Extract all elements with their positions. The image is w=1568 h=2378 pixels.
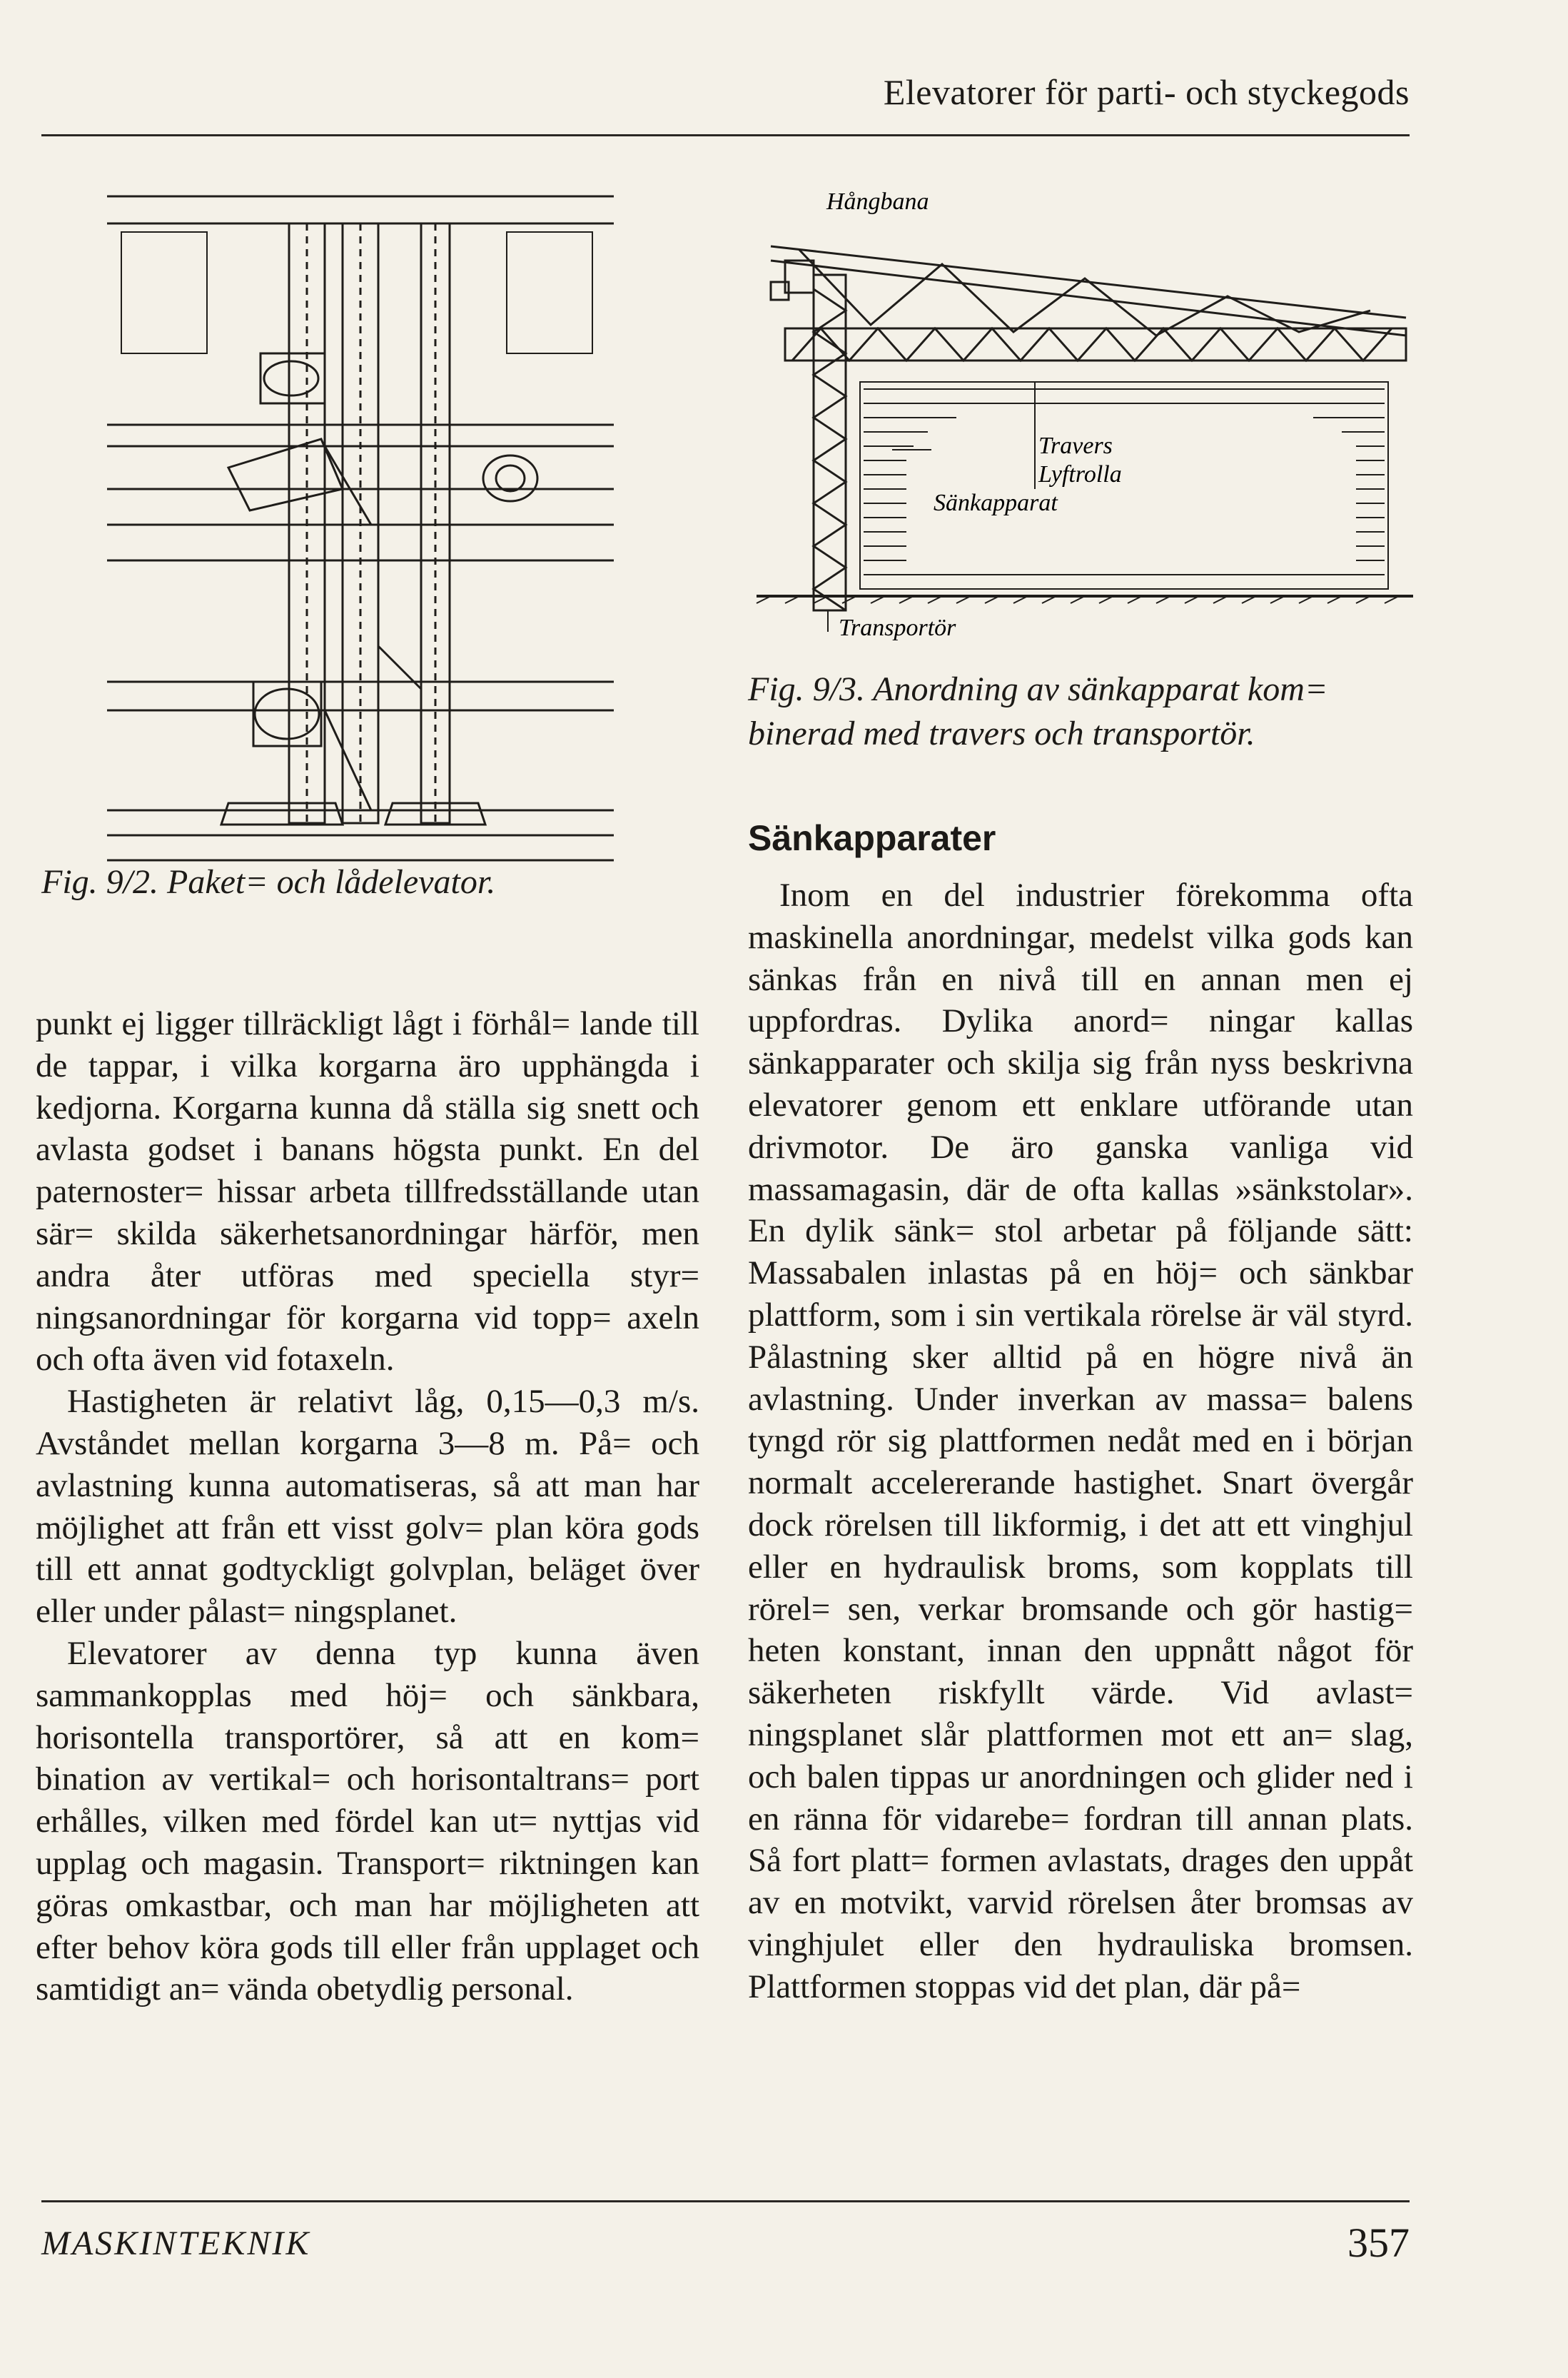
paragraph: punkt ej ligger tillräckligt lågt i förhål= lande till de tappar, i vilka korgarna äro upphängda i kedjorna. Korgarna kunna då ställa sig snett och avlasta godset i banans högsta punkt. En del paternoster= hissar arbeta tillfredsställande utan sär= skilda säkerhetsanordningar härför, men andra åter utföras med speciella styr= ningsanordningar för korgarna vid topp= axeln och ofta även vid fotaxeln. (36, 1005, 699, 1379)
paket-elevator-illustration (107, 189, 621, 867)
paragraph: Hastigheten är relativt låg, 0,15—0,3 m/s. Avståndet mellan korgarna 3—8 m. På= och avlastning kunna automatiseras, så att man har möjlighet att från ett visst golv= plan köra gods till ett annat godtyckligt golvplan, beläget över eller under pålast= ningsplanet. (36, 1383, 699, 1631)
sankapparat-diagram (742, 182, 1420, 646)
figure-caption-left: Fig. 9/2. Paket= och lådelevator. (41, 863, 496, 901)
label-sankapparat: Sänkapparat (934, 490, 1058, 516)
paragraph: Elevatorer av denna typ kunna även sammankopplas med höj= och sänkbara, horisontella transportörer, så att en kom= bination av vertikal= och horisontaltrans= port erhålles, vilken med fördel kan ut= nyttjas vid upplag och magasin. Transport= riktningen kan göras omkastbar, och man har möjligheten att efter behov köra gods till eller från upplaget och samtidigt an= vända obetydlig personal. (36, 1634, 699, 2008)
label-hangbana: Hångbana (826, 188, 929, 215)
footer-rule (41, 2200, 1410, 2202)
right-text-column (748, 875, 1413, 2008)
label-transportor: Transportör (839, 615, 956, 641)
running-head: Elevatorer för parti- och styckegods (883, 72, 1410, 112)
header-rule (41, 134, 1410, 136)
paragraph: Inom en del industrier förekomma ofta maskinella anordningar, medelst vilka gods kan sänkas från en nivå till en annan men ej uppfordras. Dylika anord= ningar kallas sänkapparater och skilja sig från nyss beskrivna elevatorer genom ett enklare utförande utan drivmotor. De äro ganska vanliga vid massamagasin, där de ofta kallas »sänkstolar». En dylik sänk= stol arbetar på följande sätt: Massabalen inlastas på en höj= och sänkbar plattform, som i sin vertikala rörelse är väl styrd. Pålastning sker alltid på en högre nivå än avlastning. Under inverkan av massa= balens tyngd rör sig plattformen nedåt med en i början normalt accelererande hastighet. Snart övergår dock rörelsen till likformig, i det att ett vinghjul eller en hydraulisk broms, som kopplats till rörel= sen, verkar bromsande och gör hastig= heten konstant, innan den uppnått något för säkerheten riskfyllt värde. Vid avlast= ningsplanet slår plattformen mot ett an= slag, och balen tippas ur anordningen och glider ned i en ränna för vidarebe= fordran till annan plats. Så fort platt= formen avlastats, drages den uppåt av en motvikt, varvid rörelsen åter bromsas av vinghjulet eller den hydrauliska bromsen. Plattformen stoppas vid det plan, där på= (748, 877, 1413, 2005)
section-heading: Sänkapparater (748, 818, 996, 858)
label-lyftrolla: Lyftrolla (1038, 461, 1122, 488)
journal-name: MASKINTEKNIK (41, 2225, 311, 2262)
figure-caption-right: Fig. 9/3. Anordning av sänkapparat kom= binerad med travers och transportör. (748, 670, 1328, 752)
label-travers: Travers (1038, 433, 1113, 459)
page-number: 357 (1347, 2220, 1410, 2266)
left-text-column (36, 1003, 699, 2010)
